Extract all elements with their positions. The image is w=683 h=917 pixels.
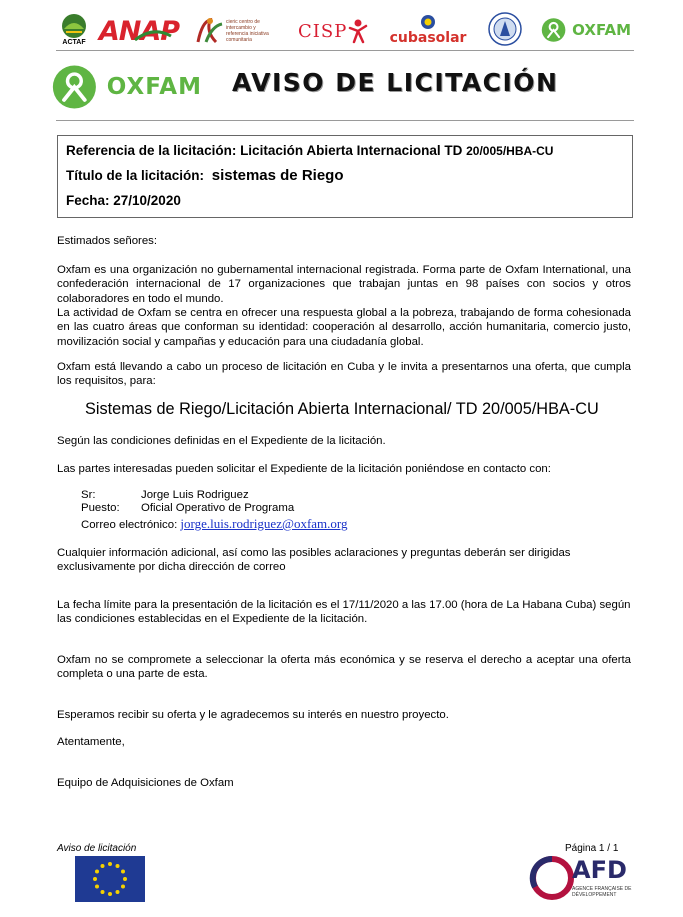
university-seal-logo (487, 11, 523, 47)
tender-title-line (66, 167, 343, 184)
reference-box (57, 135, 633, 218)
paragraph-about-oxfam: Oxfam es una organización no gubernamental internacional registrada. Forma parte de Oxfam International, una confederación internacional de 17 organizaciones que trabajan juntas en 98 países con socios y otros colaboradores en todo el mundo. (57, 264, 631, 305)
paragraph-invitation: Oxfam está llevando a cabo un proceso de licitación en Cuba y le invita a presentarnos una oferta, que cumpla los requisitos, para: (57, 361, 631, 388)
tender-headline: Sistemas de Riego/Licitación Abierta Internacional/ TD 20/005/HBA-CU (85, 400, 599, 418)
oxfam-small-logo (541, 13, 631, 47)
eu-stars-icon (75, 856, 145, 902)
actaf-emblem-icon (60, 13, 88, 39)
cieric-logo (192, 14, 282, 48)
anap-logo (98, 14, 180, 48)
oxfam-main-label: OXFAM (106, 74, 202, 100)
contact-email-label: Correo electrónico: (81, 519, 181, 531)
afd-ring-icon (528, 854, 574, 902)
oxfam-main-logo (52, 60, 202, 114)
contact-sr-label: Sr: (81, 489, 96, 501)
tender-title-label: Título de la licitación: (66, 168, 208, 183)
contact-sr-value: Jorge Luis Rodriguez (141, 489, 249, 501)
cieric-label: cieric centro de intercambio y referencia iniciativa comunitaria (226, 19, 269, 43)
actaf-logo (57, 10, 91, 48)
greeting: Estimados señores: (57, 235, 158, 247)
cubasolar-logo (389, 12, 467, 48)
paragraph-additional-info: Cualquier información adicional, así como las posibles aclaraciones y preguntas deberán ser dirigidas exclusivamente por dicha dirección de correo (57, 547, 571, 574)
cisp-label: CISP (298, 20, 348, 42)
contact-email-link[interactable]: jorge.luis.rodriguez@oxfam.org (180, 516, 348, 531)
header-divider-bottom (56, 120, 634, 121)
reference-number: 20/005/HBA-CU (466, 144, 554, 158)
signature: Equipo de Adquisiciones de Oxfam (57, 777, 234, 789)
paragraph-disclaimer: Oxfam no se compromete a seleccionar la oferta más económica y se reserva el derecho a aceptar una oferta completa o una parte de esta. (57, 654, 631, 681)
oxfam-main-emblem-icon (52, 61, 97, 113)
actaf-label: ACTAF (62, 38, 86, 46)
afd-logo (528, 852, 633, 904)
oxfam-small-label: OXFAM (572, 21, 631, 39)
contact-email-line (81, 516, 348, 532)
paragraph-conditions: Según las condiciones definidas en el Expediente de la licitación. (57, 435, 386, 447)
cisp-logo (298, 14, 372, 48)
paragraph-oxfam-activity: La actividad de Oxfam se centra en ofrecer una respuesta global a la pobreza, trabajando de forma cohesionada en las cuatro áreas que conforman su identidad: cooperación al desarrollo, acción humanitaria, comercio justo, movilización social y campañas y educación para una ciudadanía global. (57, 307, 631, 348)
footer-page-number: Página 1 / 1 (565, 843, 619, 854)
cisp-figure-icon (347, 18, 369, 44)
anap-label: ANAP (98, 15, 180, 47)
paragraph-deadline: La fecha límite para la presentación de la licitación es el 17/11/2020 a las 17.00 (hora de La Habana Cuba) según las condiciones establecidas en el Expediente de la licitación. (57, 599, 631, 626)
date-line: Fecha: 27/10/2020 (66, 193, 181, 208)
cieric-figures-icon (192, 16, 226, 46)
contact-puesto-label: Puesto: (81, 502, 120, 514)
anap-leaf-icon (133, 28, 173, 42)
footer-left: Aviso de licitación (57, 843, 137, 854)
afd-label: AFD (572, 856, 627, 884)
contact-puesto-value: Oficial Operativo de Programa (141, 502, 295, 514)
paragraph-thanks: Esperamos recibir su oferta y le agradecemos su interés en nuestro proyecto. (57, 709, 449, 721)
page-title: AVISO DE LICITACIÓN (232, 68, 559, 97)
eu-flag-logo (75, 856, 145, 902)
cubasolar-sun-icon (418, 14, 438, 30)
paragraph-contact-intro: Las partes interesadas pueden solicitar el Expediente de la licitación poniéndose en contacto con: (57, 463, 551, 475)
header-divider-top (56, 50, 634, 51)
reference-line (66, 143, 553, 158)
reference-label: Referencia de la licitación: Licitación Abierta Internacional TD (66, 143, 467, 158)
tender-title-value: sistemas de Riego (211, 167, 344, 184)
seal-icon (488, 12, 522, 46)
closing: Atentamente, (57, 736, 125, 748)
cubasolar-label: cubasolar (389, 30, 467, 46)
oxfam-small-emblem-icon (541, 14, 566, 46)
afd-subtitle: AGENCE FRANÇAISE DE DÉVELOPPEMENT (572, 886, 632, 898)
